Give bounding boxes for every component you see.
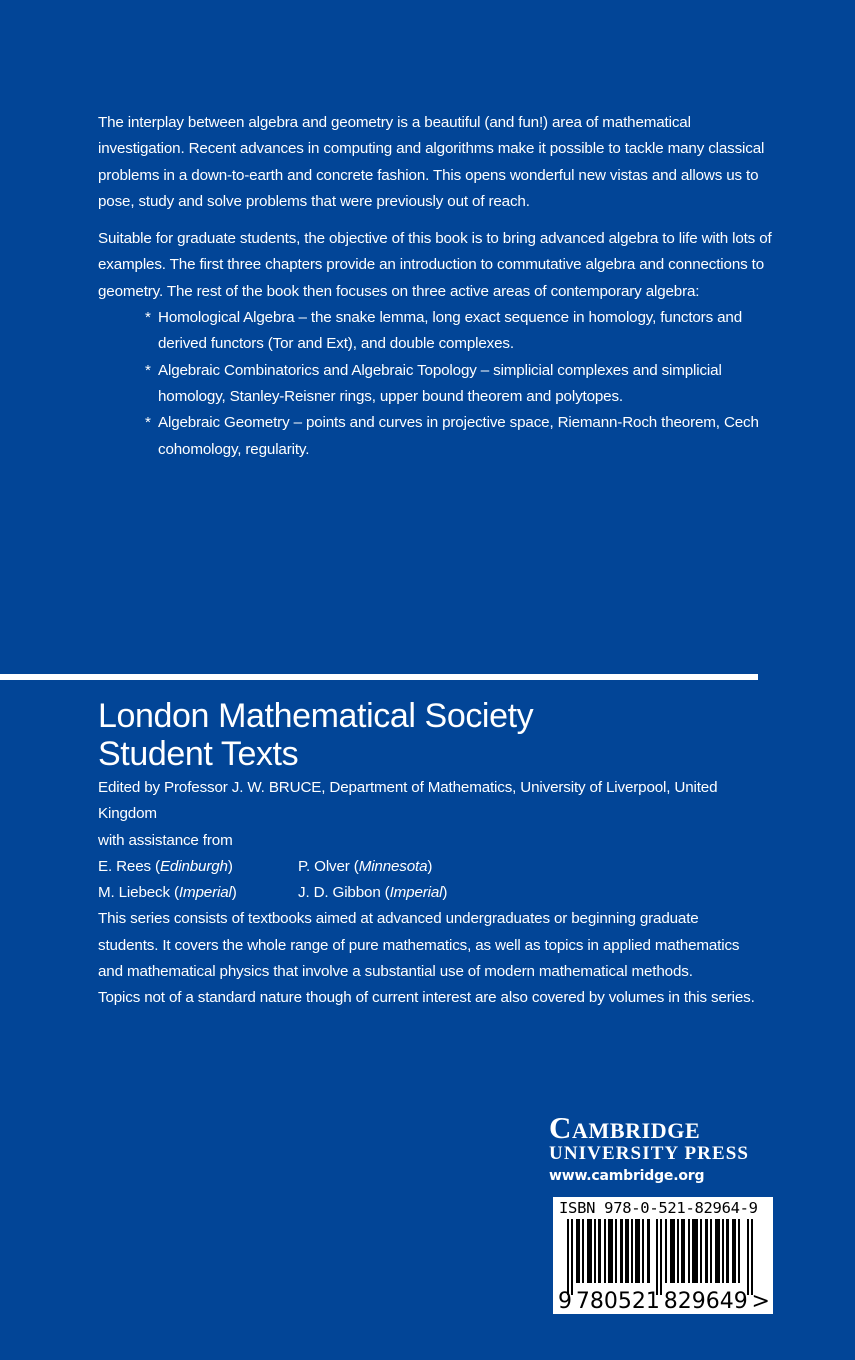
bullet-star-icon: * [145, 361, 151, 379]
description-paragraph-2: Suitable for graduate students, the objective of this book is to bring advanced algebra to life with lots of examples. The first three chapters provide an introduction to commutative algebra and connections to geometry. The rest of the book then focuses on three active areas of contemporary algebra: [98, 230, 772, 300]
publisher-name: Cambridge [549, 1110, 701, 1145]
editor-entry: P. Olver (Minnesota) [298, 857, 433, 875]
editor-entry: J. D. Gibbon (Imperial) [298, 884, 448, 902]
publisher-url: www.cambridge.org [549, 1168, 705, 1184]
divider-rule [0, 674, 758, 680]
assistant-editors [98, 854, 758, 907]
topic-item-algebraic-geometry: * Algebraic Geometry – points and curves in projective space, Riemann-Roch theorem, Cech cohomology, regularity. [98, 410, 778, 463]
isbn-barcode [553, 1197, 773, 1314]
publisher-logo [549, 1112, 789, 1184]
assistance-label: with assistance from [98, 831, 233, 849]
series-editor: Edited by Professor J. W. BRUCE, Department of Mathematics, University of Liverpool, United Kingdom [98, 779, 718, 823]
editor-entry: E. Rees (Edinburgh) [98, 857, 233, 875]
book-description [98, 110, 778, 463]
topic-item-homological-algebra: * Homological Algebra – the snake lemma, long exact sequence in homology, functors and derived functors (Tor and Ext), and double complexes. [98, 305, 778, 358]
bullet-star-icon: * [145, 309, 151, 327]
barcode-bars-icon [567, 1219, 753, 1295]
series-title: London Mathematical Society Student Texts [98, 697, 534, 773]
topic-item-algebraic-combinatorics: * Algebraic Combinatorics and Algebraic Topology – simplicial complexes and simplicial homology, Stanley-Reisner rings, upper bound theorem and polytopes. [98, 358, 778, 411]
series-info [98, 697, 758, 1012]
bullet-star-icon: * [145, 414, 151, 432]
series-description: This series consists of textbooks aimed at advanced undergraduates or beginning graduate students. It covers the whole range of pure mathematics, as well as topics in applied mathematics and mathematical physics that involve a substantial use of modern mathematical methods. [98, 910, 740, 981]
publisher-subtitle: UNIVERSITY PRESS [549, 1143, 750, 1164]
isbn-label: ISBN 978-0-521-82964-9 [559, 1199, 758, 1217]
editor-entry: M. Liebeck (Imperial) [98, 884, 237, 902]
series-note: Topics not of a standard nature though of current interest are also covered by volumes in this series. [98, 989, 755, 1007]
description-paragraph-1: The interplay between algebra and geometry is a beautiful (and fun!) area of mathematical investigation. Recent advances in computing and algorithms make it possible to tackle many classical problems in a down-to-earth and concrete fashion. This opens wonderful new vistas and allows us to pose, study and solve problems that were previously out of reach. [98, 114, 765, 210]
topic-list [98, 305, 778, 463]
ean-digits: 9 780521 829649 > [558, 1289, 770, 1314]
